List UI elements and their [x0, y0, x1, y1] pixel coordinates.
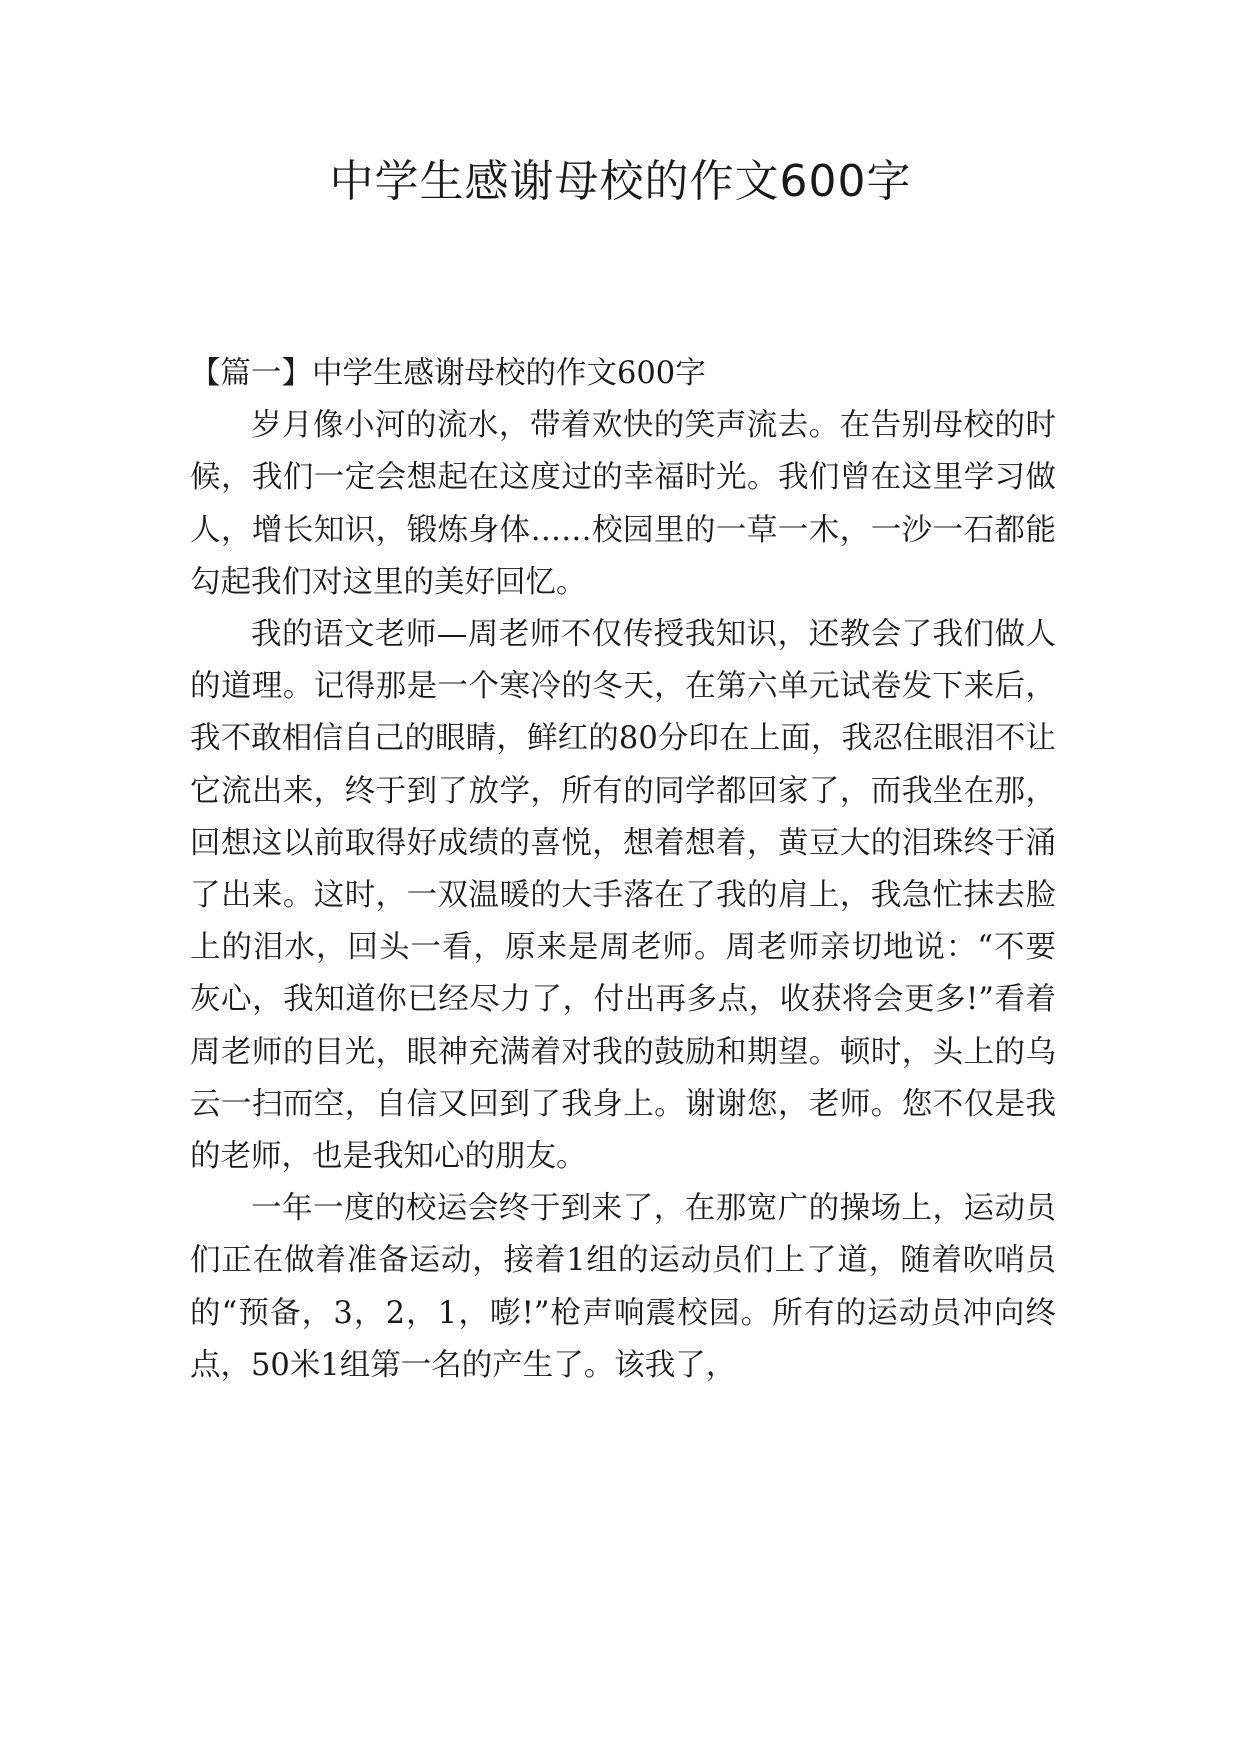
section-heading: 【篇一】中学生感谢母校的作文600字: [190, 356, 706, 391]
paragraph-1: 岁月像小河的流水，带着欢快的笑声流去。在告别母校的时候，我们一定会想起在这度过的幸福时光。我们曾在这里学习做人，增长知识，锻炼身体……校园里的一草一木，一沙一石都能勾起我们对这里的美好回忆。: [190, 408, 1056, 600]
document-body: [190, 348, 1056, 1392]
paragraph-2: 我的语文老师—周老师不仅传授我知识，还教会了我们做人的道理。记得那是一个寒冷的冬天，在第六单元试卷发下来后，我不敢相信自己的眼睛，鲜红的80分印在上面，我忍住眼泪不让它流出来，终于到了放学，所有的同学都回家了，而我坐在那，回想这以前取得好成绩的喜悦，想着想着，黄豆大的泪珠终于涌了出来。这时，一双温暖的大手落在了我的肩上，我急忙抹去脸上的泪水，回头一看，原来是周老师。周老师亲切地说：“不要灰心，我知道你已经尽力了，付出再多点，收获将会更多!”看着周老师的目光，眼神充满着对我的鼓励和期望。顿时，头上的乌云一扫而空，自信又回到了我身上。谢谢您，老师。您不仅是我的老师，也是我知心的朋友。: [190, 617, 1056, 1175]
document-title: 中学生感谢母校的作文600字: [329, 156, 912, 207]
paragraph-3: 一年一度的校运会终于到来了，在那宽广的操场上，运动员们正在做着准备运动，接着1组的运动员们上了道，随着吹哨员的“预备，3，2，1，嘭!”枪声响震校园。所有的运动员冲向终点，50米1组第一名的产生了。该我了，: [190, 1191, 1056, 1383]
